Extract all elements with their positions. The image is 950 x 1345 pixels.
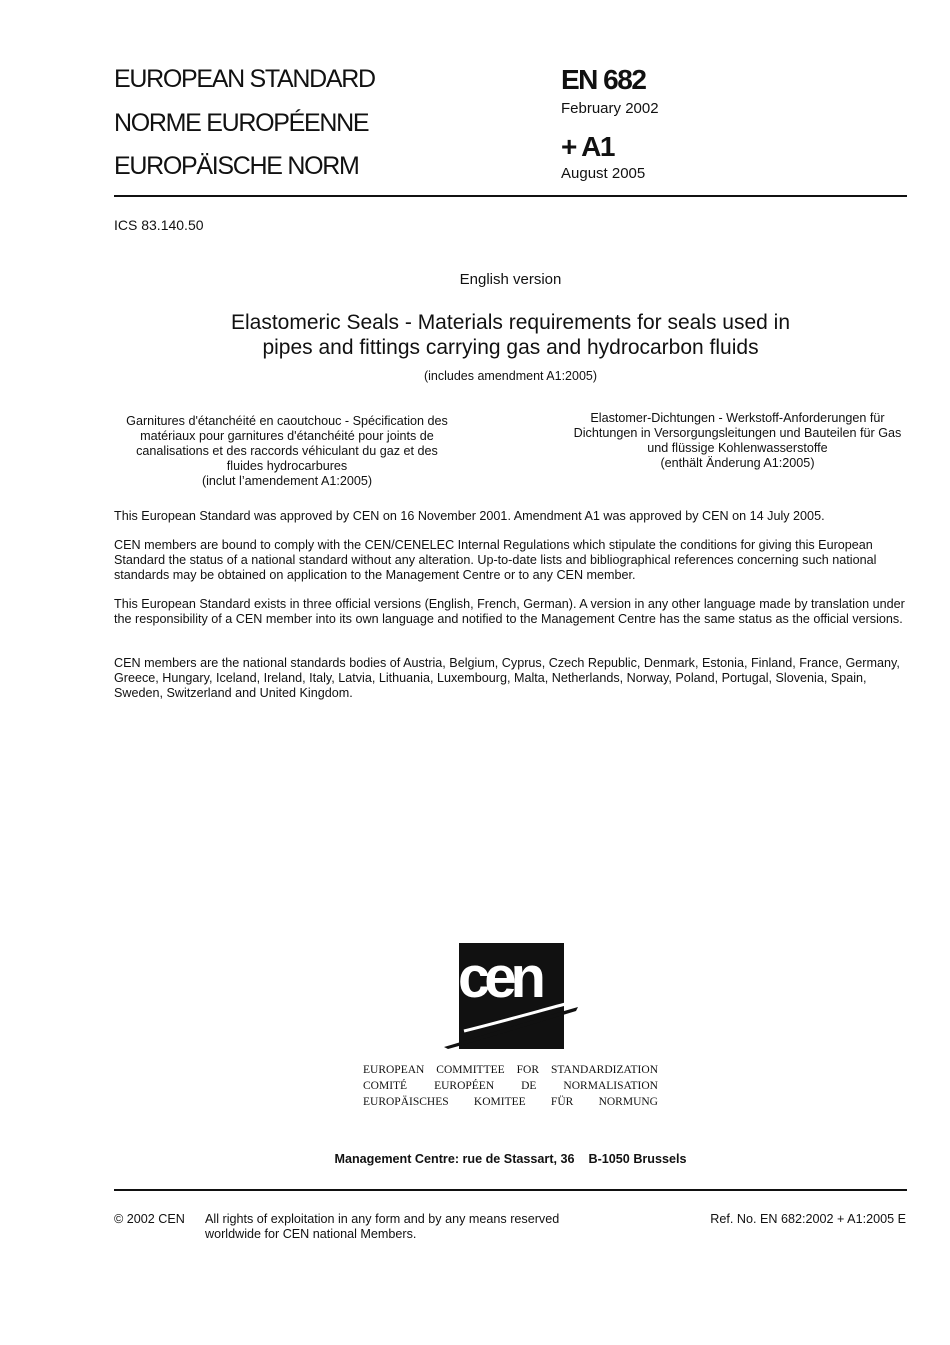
title-german: EUROPÄISCHE NORM	[114, 152, 359, 180]
title-english: EUROPEAN STANDARD	[114, 65, 375, 93]
copyright: © 2002 CEN	[114, 1212, 185, 1226]
members-list-paragraph: CEN members are the national standards bodies of Austria, Belgium, Cyprus, Czech Republic, Denmark, Estonia, Finland, France, Germany, Greece, Hungary, Iceland, Ireland, Italy, Latvia, Lithuania, Luxembourg, Malta, Netherlands, Norway, Poland, Portugal, Slovenia, Spain, Sweden, Switzerland and United Kingdom.	[114, 656, 900, 700]
french-title-line: matériaux pour garnitures d'étanchéité pour joints de	[140, 429, 434, 443]
management-centre-address: Management Centre: rue de Stassart, 36 B-1050 Brussels	[334, 1152, 687, 1166]
french-title-line: canalisations et des raccords véhiculant du gaz et des	[136, 444, 438, 458]
includes-amendment: (includes amendment A1:2005)	[423, 369, 598, 383]
french-title-line: Garnitures d'étanchéité en caoutchouc - Spécification des	[126, 414, 448, 428]
german-title-line: und flüssige Kohlenwasserstoffe	[647, 441, 828, 455]
title-french: NORME EUROPÉENNE	[114, 109, 369, 137]
header-rule	[114, 195, 907, 197]
rights-notice-line: All rights of exploitation in any form and by any means reserved	[205, 1212, 560, 1226]
cen-logo	[444, 943, 584, 1051]
committee-names	[363, 1062, 658, 1110]
german-title-line: Dichtungen in Versorgungsleitungen und Bauteilen für Gas	[573, 426, 902, 440]
committee-name-english: EUROPEAN COMMITTEE FOR STANDARDIZATION	[363, 1064, 658, 1076]
committee-name-german: EUROPÄISCHES KOMITEE FÜR NORMUNG	[363, 1096, 658, 1108]
document-title	[114, 310, 907, 360]
amendment-number: + A1	[561, 131, 614, 162]
reference-number: Ref. No. EN 682:2002 + A1:2005 E	[710, 1212, 906, 1226]
document-title-line-1: Elastomeric Seals - Materials requirements for seals used in	[230, 311, 791, 334]
document-title-line-2: pipes and fittings carrying gas and hydrocarbon fluids	[262, 336, 759, 359]
rights-notice-line: worldwide for CEN national Members.	[205, 1227, 417, 1241]
committee-name-french: COMITÉ EUROPÉEN DE NORMALISATION	[363, 1080, 658, 1092]
standard-number: EN 682	[561, 64, 646, 95]
german-title-line: Elastomer-Dichtungen - Werkstoff-Anforderungen für	[590, 411, 885, 425]
french-title-line: (inclut l’amendement A1:2005)	[201, 474, 373, 488]
version-label: English version	[459, 271, 562, 288]
official-versions-paragraph: This European Standard exists in three official versions (English, French, German). A version in any other language made by translation under the responsibility of a CEN member into its own language and notified to the Management Centre has the same status as the official versions.	[114, 597, 905, 626]
amendment-date: August 2005	[561, 165, 646, 182]
rights-notice	[205, 1212, 559, 1242]
french-title-block	[114, 414, 460, 489]
standard-date: February 2002	[561, 100, 659, 117]
ics-code: ICS 83.140.50	[114, 217, 204, 233]
footer-rule	[114, 1189, 907, 1191]
approval-paragraph: This European Standard was approved by CEN on 16 November 2001. Amendment A1 was approved by CEN on 14 July 2005.	[114, 509, 825, 523]
members-bound-paragraph: CEN members are bound to comply with the CEN/CENELEC Internal Regulations which stipulate the conditions for giving this European Standard the status of a national standard without any alteration. Up-to-date lists and bibliographical references concerning such national standards may be obtained on application to the Management Centre or to any CEN member.	[114, 538, 877, 582]
cen-logo-text: cen	[458, 945, 540, 1010]
german-title-line: (enthält Änderung A1:2005)	[660, 456, 815, 470]
french-title-line: fluides hydrocarbures	[226, 459, 348, 473]
german-title-block	[566, 411, 909, 471]
cen-logo-graphic	[444, 943, 584, 1051]
